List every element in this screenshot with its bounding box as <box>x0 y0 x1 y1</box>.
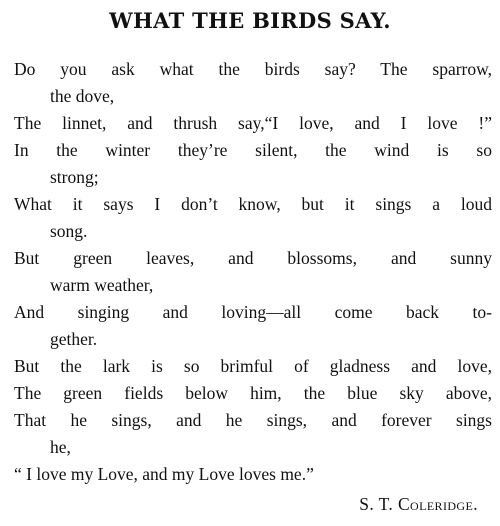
poem-line: gether. <box>50 329 98 349</box>
poem-line: strong; <box>50 167 99 187</box>
poem-line: The green fields below him, the blue sky above, <box>14 383 492 403</box>
poem-line: Do you ask what the birds say? The sparrow, <box>14 59 492 79</box>
poem-line: That he sings, and he sings, and forever sings <box>14 410 492 430</box>
poem-line: And singing and loving—all come back to- <box>14 302 492 322</box>
poem-line: warm weather, <box>50 275 154 295</box>
poem-line: The linnet, and thrush say,“I love, and I love !” <box>14 113 492 133</box>
poem-line: the dove, <box>50 86 115 106</box>
poem-line: In the winter they’re silent, the wind is so <box>14 140 492 160</box>
poem-line: he, <box>50 437 71 457</box>
poem-line: “ I love my Love, and my Love loves me.” <box>14 464 314 484</box>
poem-line: song. <box>50 221 88 241</box>
poem-line: But green leaves, and blossoms, and sunny <box>14 248 492 268</box>
poem-line: What it says I don’t know, but it sings a loud <box>14 194 492 214</box>
poem-line: But the lark is so brimful of gladness and love, <box>14 356 492 376</box>
poem-body <box>14 56 492 488</box>
poem-attribution: S. T. Coleridge. <box>359 494 478 514</box>
poem-title: WHAT THE BIRDS SAY. <box>109 8 391 33</box>
